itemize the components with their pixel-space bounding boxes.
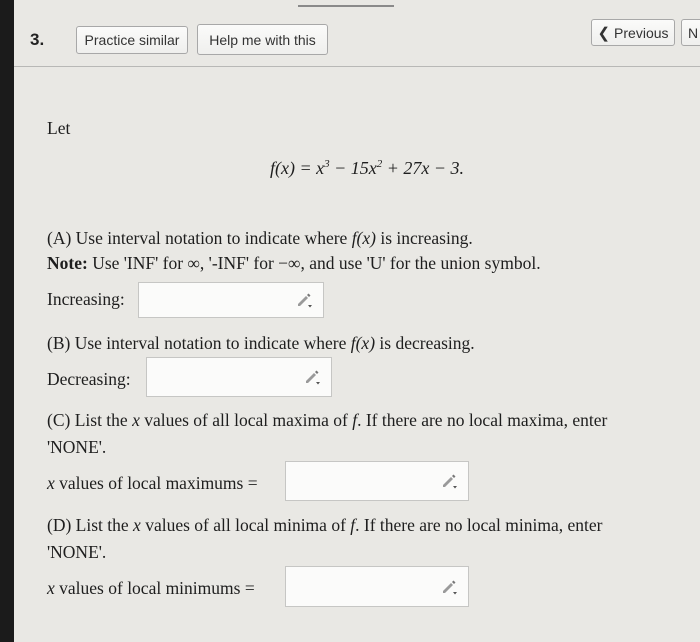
help-me-button[interactable] [197,24,328,55]
part-a-prompt: (A) Use interval notation to indicate where f(x) is increasing. [47,228,473,248]
local-max-label: x values of local maximums = [47,473,258,493]
pencil-icon[interactable] [440,472,458,490]
increasing-input[interactable] [138,282,324,318]
previous-button[interactable] [591,19,675,46]
part-c-none: 'NONE'. [47,437,107,457]
intro-text: Let [47,118,71,138]
help-me-label: Help me with this [209,31,316,48]
practice-similar-label: Practice similar [84,32,180,48]
question-number: 3. [30,30,45,49]
pencil-icon[interactable] [303,368,321,386]
next-button[interactable] [681,19,700,46]
decreasing-input[interactable] [146,357,332,397]
left-edge-bar [0,0,14,642]
pencil-icon[interactable] [295,291,313,309]
part-d-none: 'NONE'. [47,542,107,562]
header-divider [14,66,700,67]
local-max-input[interactable] [285,461,469,501]
part-a-note: Note: Use 'INF' for ∞, '-INF' for −∞, and use 'U' for the union symbol. [47,253,541,273]
decreasing-label: Decreasing: [47,369,131,389]
part-c-prompt: (C) List the x values of all local maxima of f. If there are no local maxima, enter [47,410,608,430]
local-min-label: x values of local minimums = [47,578,255,598]
next-label: N [688,24,699,41]
function-formula: $f(x) = x^3 - 15x^2 + 27x - 3$. [270,158,465,178]
pencil-icon[interactable] [440,578,458,596]
increasing-label: Increasing: [47,289,125,309]
practice-similar-button[interactable] [76,26,188,54]
previous-label: Previous [614,24,669,41]
local-min-input[interactable] [285,566,469,607]
part-d-prompt: (D) List the x values of all local minima of f. If there are no local minima, enter [47,515,603,535]
part-b-prompt: (B) Use interval notation to indicate where f(x) is decreasing. [47,333,475,353]
chevron-left-icon: ❮ [597,24,611,42]
